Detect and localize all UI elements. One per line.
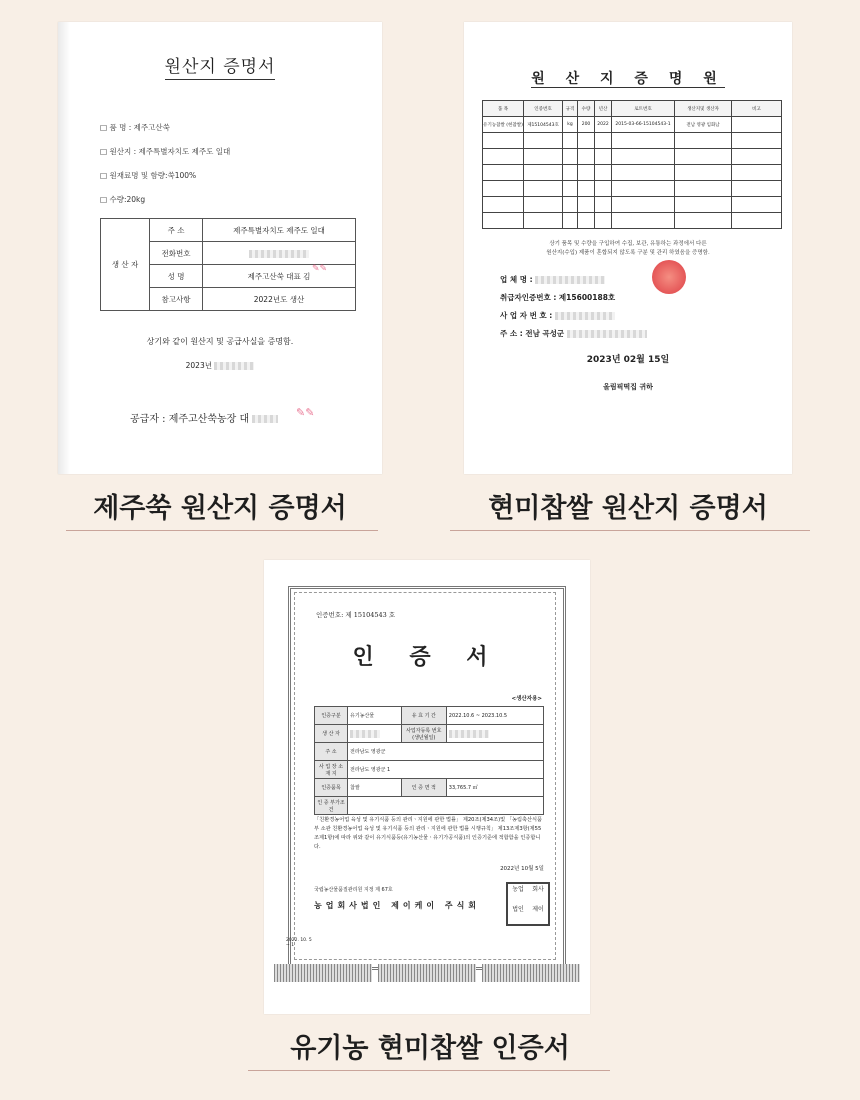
cell: 주 소 <box>315 743 348 761</box>
cell: 인 증 부가조건 <box>315 797 348 815</box>
cell: 전남 영광 임화남 <box>675 117 732 133</box>
header-year: 년산 <box>595 101 612 117</box>
cell: 33,765.7 ㎡ <box>446 779 543 797</box>
header-item: 품 목 <box>483 101 524 117</box>
cell: 사 업 장 소 재 지 <box>315 761 348 779</box>
producer-label: 생 산 자 <box>101 219 150 311</box>
row-value <box>203 242 356 265</box>
doc2-address: 주 소 : 전남 곡성군 <box>500 328 647 339</box>
cell <box>348 797 544 815</box>
jeju-mugwort-origin-certificate: 원산지 증명서 □ 품 명 : 제주고산쑥 □ 원산지 : 제주특별자치도 제주도 일대 □ 원재료명 및 함량:쑥100% □ 수량:20kg 생 산 자 주 소 제주특별자치도 제주도 일대 전화번호 성 명 제주고산쑥 대표 김 참고사항 2022년도 생산 ✎✎ 상기와 같이 원산지 및 공급사실을 증명함. 2023년 공급자 : 제주고산쑥농장 대 ✎✎ <box>58 22 382 474</box>
cell: 2015-03-66-15104543-1 <box>612 117 675 133</box>
cell: 제15104543호 <box>524 117 563 133</box>
doc3-organization: 농업회사법인 제이케이 주식회 <box>314 900 481 910</box>
header-spec: 규격 <box>563 101 578 117</box>
cell: 2022 <box>595 117 612 133</box>
cell: 생 산 자 <box>315 725 348 743</box>
row-label: 주 소 <box>150 219 203 242</box>
row-value: 2022년도 생산 <box>203 288 356 311</box>
official-seal-icon: 농업 회사 법인 제이 <box>506 882 550 926</box>
cell: 사업자등록 번호(생년월일) <box>401 725 446 743</box>
cell: 200 <box>578 117 595 133</box>
doc1-statement: 상기와 같이 원산지 및 공급사실을 증명함. <box>146 337 294 346</box>
row-label: 전화번호 <box>150 242 203 265</box>
caption-underline <box>450 530 810 531</box>
header-origin: 생산지및 생산자 <box>675 101 732 117</box>
doc1-date: 2023년 <box>58 360 382 371</box>
doc1-item: □ 품 명 : 제주고산쑥 <box>100 123 170 132</box>
doc2-company: 업 체 명 : <box>500 274 605 285</box>
doc3-cert-table <box>314 706 544 815</box>
scan-barcode-strip <box>274 964 580 982</box>
row-value: 제주고산쑥 대표 김 <box>203 265 356 288</box>
doc1-supplier: 공급자 : 제주고산쑥농장 대 <box>130 410 278 425</box>
cell: 유기농찹쌀 (현찹쌀) <box>483 117 524 133</box>
doc3-title: 인 증 서 <box>352 644 502 670</box>
organic-rice-certificate <box>264 560 590 1014</box>
row-label: 참고사항 <box>150 288 203 311</box>
company-seal-icon <box>652 260 686 294</box>
cell: 인 증 면 적 <box>401 779 446 797</box>
doc1-ingredients: □ 원재료명 및 함량:쑥100% <box>100 171 197 180</box>
doc3-body: 「친환경농어업 육성 및 유기식품 등의 관리ㆍ지원에 관한 법률」 제20조(제34조)및 「농림축산식품부 소관 친환경농어업 육성 및 유기식품 등의 관리ㆍ지원에 관한 법률 시행규칙」 제13조제3항(제55조제1항)에 따라 위와 같이 유기식품등(유기농산물ㆍ유기가공식품)의 인증기준에 적합함을 인증합니다. <box>314 817 543 850</box>
cell: kg <box>563 117 578 133</box>
cell: 유기농산물 <box>348 707 402 725</box>
doc2-license: 취급자인증번호 : 제15600188호 <box>500 293 616 302</box>
caption-jeju-mugwort: 제주쑥 원산지 증명서 <box>93 493 347 524</box>
doc3-footer: 2022. 10. 5 ~ 1 <box>286 938 312 948</box>
caption-organic-rice: 유기농 현미찹쌀 인증서 <box>290 1033 570 1064</box>
cell: 찹쌀 <box>348 779 402 797</box>
doc2-recipient: 올림픽떡집 귀하 <box>603 383 653 391</box>
doc2-biz-no: 사 업 자 번 호 : <box>500 310 615 321</box>
cell: 인증품목 <box>315 779 348 797</box>
doc2-item-table <box>482 100 782 229</box>
cell <box>348 725 402 743</box>
doc2-note: 상기 품목 및 수량을 구입하여 수집, 보관, 유통하는 과정에서 다른 원산지(수입) 제품이 혼합되지 않도록 구분 및 관리 하였음을 증명함. <box>546 241 710 256</box>
header-lot: 로트번호 <box>612 101 675 117</box>
header-cert-no: 인증번호 <box>524 101 563 117</box>
cell: 유 효 기 간 <box>401 707 446 725</box>
doc2-title: 원 산 지 증 명 원 <box>531 71 725 87</box>
doc2-date: 2023년 02월 15일 <box>586 355 670 365</box>
doc1-quantity: □ 수량:20kg <box>100 195 146 204</box>
caption-underline <box>248 1070 610 1071</box>
header-qty: 수량 <box>578 101 595 117</box>
cell: 전라남도 영광군 1 <box>348 761 544 779</box>
doc3-cert-number: 인증번호: 제 15104543 호 <box>316 611 396 619</box>
doc1-origin: □ 원산지 : 제주특별자치도 제주도 일대 <box>100 147 231 156</box>
cell: 인증구분 <box>315 707 348 725</box>
caption-underline <box>66 530 378 531</box>
doc3-date: 2022년 10월 5일 <box>500 866 544 872</box>
cell <box>446 725 543 743</box>
cell <box>732 117 782 133</box>
caption-brown-rice: 현미찹쌀 원산지 증명서 <box>488 493 768 524</box>
doc3-use: <생산자용> <box>511 696 542 702</box>
header-note: 비고 <box>732 101 782 117</box>
row-value: 제주특별자치도 제주도 일대 <box>203 219 356 242</box>
brown-rice-origin-certificate <box>464 22 792 474</box>
row-label: 성 명 <box>150 265 203 288</box>
doc1-title: 원산지 증명서 <box>58 52 382 77</box>
cell: 2022.10.6 ~ 2023.10.5 <box>446 707 543 725</box>
doc3-registration: 국립농산물품질관리원 지정 제 67호 <box>314 887 393 893</box>
cell: 전라남도 영광군 <box>348 743 544 761</box>
